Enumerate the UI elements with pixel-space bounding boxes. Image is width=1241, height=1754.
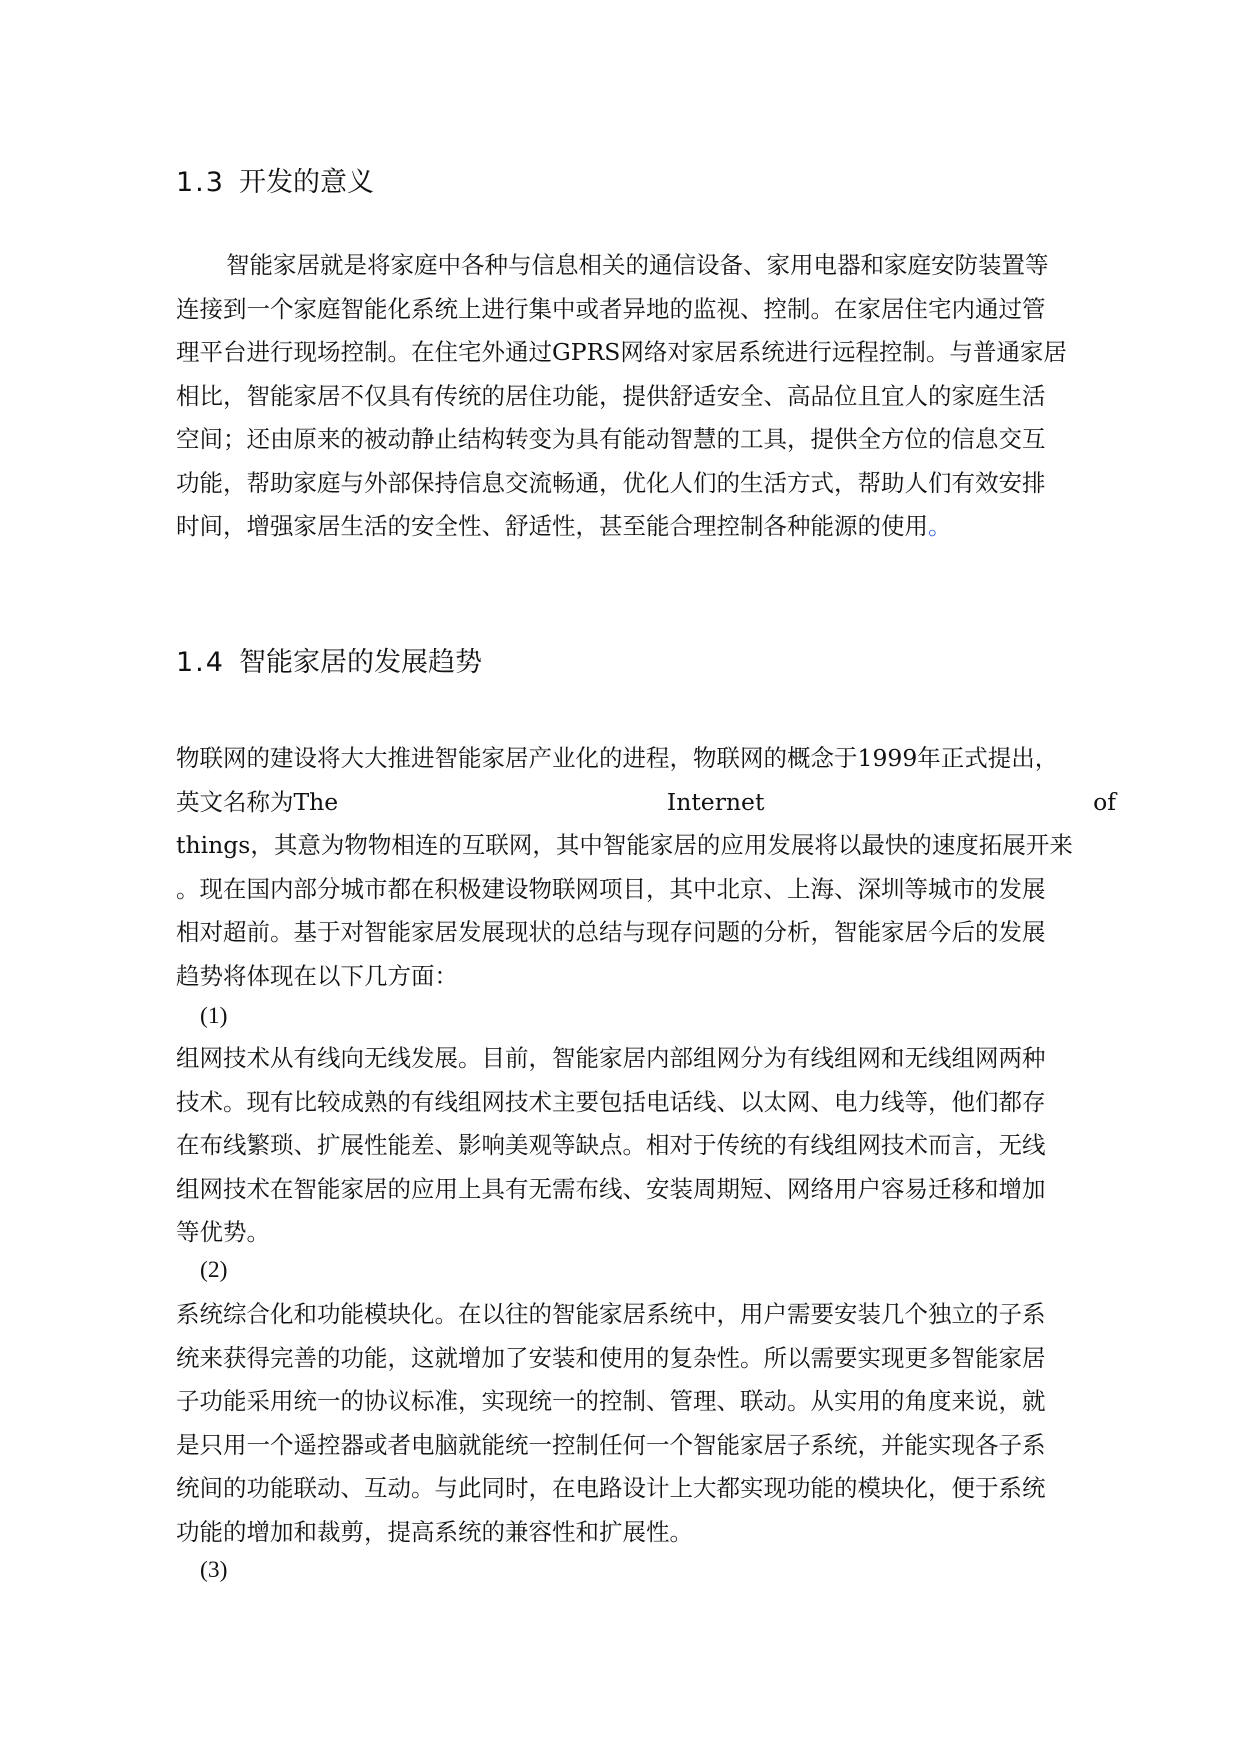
paragraph-line-spread	[176, 781, 1116, 825]
section-number: 1.3	[176, 167, 225, 198]
paragraph-line: 功能的增加和裁剪，提高系统的兼容性和扩展性。	[176, 1517, 693, 1546]
paragraph-text: 时间，增强家居生活的安全性、舒适性，甚至能合理控制各种能源的使用	[176, 512, 928, 540]
paragraph-line: 统间的功能联动、互动。与此同时，在电路设计上大都实现功能的模块化，便于系统	[176, 1474, 1046, 1502]
paragraph-line: 趋势将体现在以下几方面：	[176, 961, 458, 990]
paragraph-line: 相对超前。基于对智能家居发展现状的总结与现存问题的分析，智能家居今后的发展	[176, 918, 1046, 946]
section-number: 1.4	[176, 647, 225, 678]
paragraph-line: 系统综合化和功能模块化。在以往的智能家居系统中，用户需要安装几个独立的子系	[176, 1300, 1046, 1328]
paragraph-line: 子功能采用统一的协议标准，实现统一的控制、管理、联动。从实用的角度来说，就	[176, 1387, 1046, 1415]
paragraph-line: 空间；还由原来的被动静止结构转变为具有能动智慧的工具，提供全方位的信息交互	[176, 425, 1046, 453]
paragraph-line: 理平台进行现场控制。在住宅外通过GPRS网络对家居系统进行远程控制。与普通家居	[176, 338, 1067, 366]
word: Internet	[666, 787, 765, 816]
paragraph-line: 。现在国内部分城市都在积极建设物联网项目，其中北京、上海、深圳等城市的发展	[176, 874, 1046, 903]
paragraph-line: 智能家居就是将家庭中各种与信息相关的通信设备、家用电器和家庭安防装置等	[226, 251, 1049, 279]
section-1-3-paragraph	[176, 244, 1116, 549]
item-1-paragraph	[176, 1037, 1116, 1255]
item-label-1: (1)	[200, 1003, 228, 1029]
paragraph-line: 相比，智能家居不仅具有传统的居住功能，提供舒适安全、高品位且宜人的家庭生活	[176, 381, 1046, 410]
final-period: 。	[928, 512, 952, 540]
item-label-2: (2)	[200, 1257, 228, 1283]
paragraph-line: 功能，帮助家庭与外部保持信息交流畅通，优化人们的生活方式，帮助人们有效安排	[176, 468, 1046, 497]
paragraph-line: 是只用一个遥控器或者电脑就能统一控制任何一个智能家居子系统，并能实现各子系	[176, 1430, 1046, 1459]
item-label-3: (3)	[200, 1557, 228, 1583]
section-1-4-intro	[176, 737, 1116, 998]
word: of	[1093, 787, 1116, 816]
paragraph-line: 连接到一个家庭智能化系统上进行集中或者异地的监视、控制。在家居住宅内通过管	[176, 294, 1046, 323]
paragraph-line: 组网技术从有线向无线发展。目前，智能家居内部组网分为有线组网和无线组网两种	[176, 1044, 1046, 1072]
section-1-3-heading	[176, 166, 374, 200]
item-2-paragraph	[176, 1293, 1116, 1554]
paragraph-line: 组网技术在智能家居的应用上具有无需布线、安装周期短、网络用户容易迁移和增加	[176, 1174, 1046, 1203]
paragraph-line: 技术。现有比较成熟的有线组网技术主要包括电话线、以太网、电力线等，他们都存	[176, 1087, 1046, 1116]
section-1-4-heading	[176, 646, 482, 680]
paragraph-line: 在布线繁琐、扩展性能差、影响美观等缺点。相对于传统的有线组网技术而言，无线	[176, 1131, 1046, 1159]
section-title: 智能家居的发展趋势	[238, 647, 482, 678]
word: 英文名称为The	[176, 787, 339, 816]
paragraph-line: things，其意为物物相连的互联网，其中智能家居的应用发展将以最快的速度拓展开来	[176, 831, 1073, 859]
section-title: 开发的意义	[238, 167, 374, 198]
paragraph-line: 统来获得完善的功能，这就增加了安装和使用的复杂性。所以需要实现更多智能家居	[176, 1343, 1046, 1372]
paragraph-line: 等优势。	[176, 1218, 270, 1246]
paragraph-line	[176, 505, 1116, 549]
paragraph-line: 物联网的建设将大大推进智能家居产业化的进程，物联网的概念于1999年正式提出，	[176, 744, 1059, 772]
